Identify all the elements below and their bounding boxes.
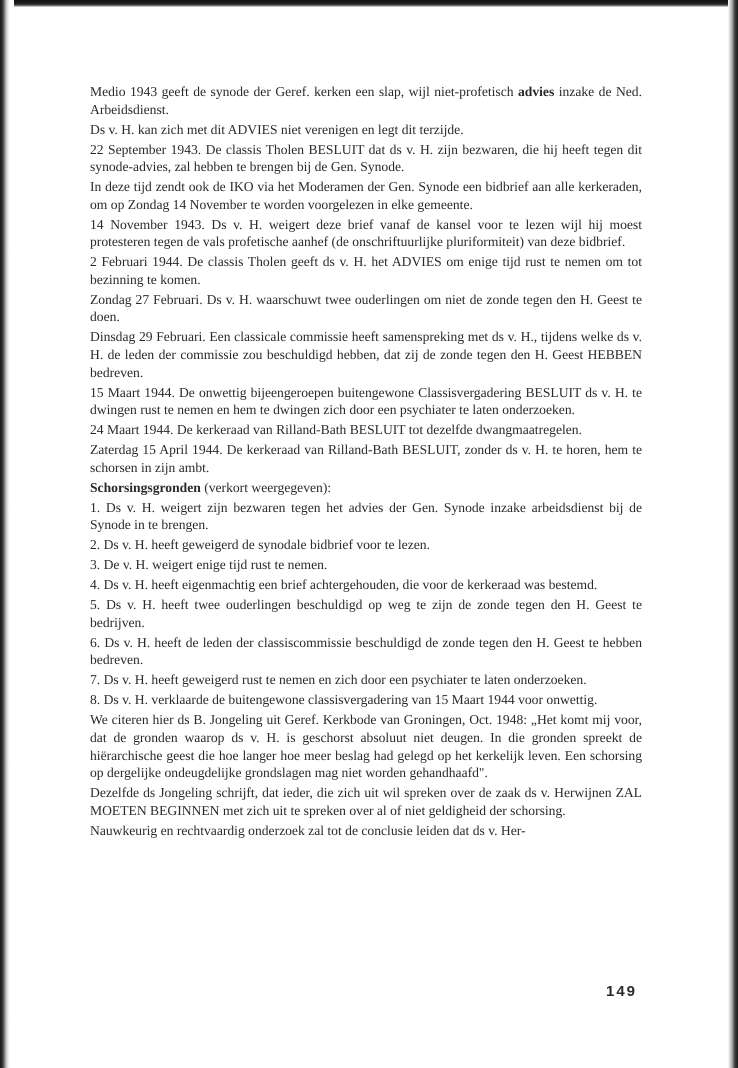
paragraph: Ds v. H. kan zich met dit ADVIES niet verenigen en legt dit terzijde. (90, 121, 464, 137)
list-item: 8. Ds v. H. verklaarde de buitengewone classisvergadering van 15 Maart 1944 voor onwettig. (90, 692, 598, 708)
page-number: 149 (606, 983, 638, 1000)
paragraph: 2 Februari 1944. De classis Tholen geeft ds v. H. het ADVIES om enige tijd rust te nemen om tot bezinning te komen. (90, 254, 642, 287)
paragraph: We citeren hier ds B. Jongeling uit Geref. Kerkbode van Groningen, Oct. 1948: „Het komt mij voor, dat de gronden waarop ds v. H. is geschorst absoluut niet deugen. In die gronden spreekt de hiërarchische geest die hoe langer hoe meer beslag had gelegd op het kerkelijk leven. Een schorsing op dergelijke ondeugdelijke grondslagen mag niet worden gehandhaafd". (90, 712, 642, 781)
paragraph: Dezelfde ds Jongeling schrijft, dat ieder, die zich uit wil spreken over de zaak ds v. Herwijnen ZAL MOETEN BEGINNEN met zich uit te spreken over al of niet geldigheid der schorsing. (90, 785, 642, 818)
paragraph: 22 September 1943. De classis Tholen BESLUIT dat ds v. H. zijn bezwaren, die hij heeft tegen dit synode-advies, zal hebben te brengen bij de Gen. Synode. (90, 141, 642, 175)
list-item: 7. Ds v. H. heeft geweigerd rust te nemen en zich door een psychiater te laten onderzoeken. (90, 672, 587, 688)
paragraph: 14 November 1943. Ds v. H. weigert deze brief vanaf de kansel voor te lezen wijl hij moest protesteren tegen de vals profetische aanhef (de onschriftuurlijke pluriformiteit) van deze bidbrief. (90, 216, 642, 250)
paragraph: Medio 1943 geeft de synode der Geref. kerken een slap, wijl niet-profetisch advies inzake de Ned. Arbeidsdienst. (90, 84, 642, 117)
paragraph: Dinsdag 29 Februari. Een classicale commissie heeft samenspreking met ds v. H., tijdens welke ds v. H. de leden der commissie zou beschuldigd hebben, dat zij de zonde tegen den H. Geest HEBBEN bedreven. (90, 329, 642, 380)
list-item: 5. Ds v. H. heeft twee ouderlingen beschuldigd op weg te zijn de zonde tegen den H. Geest te bedrijven. (90, 597, 642, 630)
list-item: 3. De v. H. weigert enige tijd rust te nemen. (90, 557, 328, 573)
paragraph: Zaterdag 15 April 1944. De kerkeraad van Rilland-Bath BESLUIT, zonder ds v. H. te horen, hem te schorsen in zijn ambt. (90, 442, 642, 475)
scan-border-right (728, 0, 738, 1068)
list-item: 4. Ds v. H. heeft eigenmachtig een brief achtergehouden, die voor de kerkeraad was bestemd. (90, 577, 598, 593)
paragraph: Nauwkeurig en rechtvaardig onderzoek zal tot de conclusie leiden dat ds v. Her- (90, 822, 526, 838)
list-item: 2. Ds v. H. heeft geweigerd de synodale bidbrief voor te lezen. (90, 537, 430, 553)
paragraph: 24 Maart 1944. De kerkeraad van Rilland-Bath BESLUIT tot dezelfde dwangmaatregelen. (90, 422, 582, 438)
scan-border-left (0, 0, 14, 1068)
list-item: 1. Ds v. H. weigert zijn bezwaren tegen het advies der Gen. Synode inzake arbeidsdienst bij de Synode in te brengen. (90, 499, 642, 533)
paragraph: 15 Maart 1944. De onwettig bijeengeroepen buitengewone Classisvergadering BESLUIT ds v. H. te dwingen rust te nemen en hem te dwingen zich door een psychiater te laten onderzoeken. (90, 384, 642, 418)
section-heading: Schorsingsgronden (verkort weergegeven): (90, 479, 332, 495)
list-item: 6. Ds v. H. heeft de leden der classiscommissie beschuldigd de zonde tegen den H. Geest te hebben bedreven. (90, 634, 642, 668)
scan-border-top (0, 0, 738, 7)
page-body (90, 83, 642, 842)
paragraph: Zondag 27 Februari. Ds v. H. waarschuwt twee ouderlingen om niet de zonde tegen den H. Geest te doen. (90, 291, 642, 325)
paragraph: In deze tijd zendt ook de IKO via het Moderamen der Gen. Synode een bidbrief aan alle kerkeraden, om op Zondag 14 November te worden voorgelezen in elke gemeente. (90, 179, 642, 212)
